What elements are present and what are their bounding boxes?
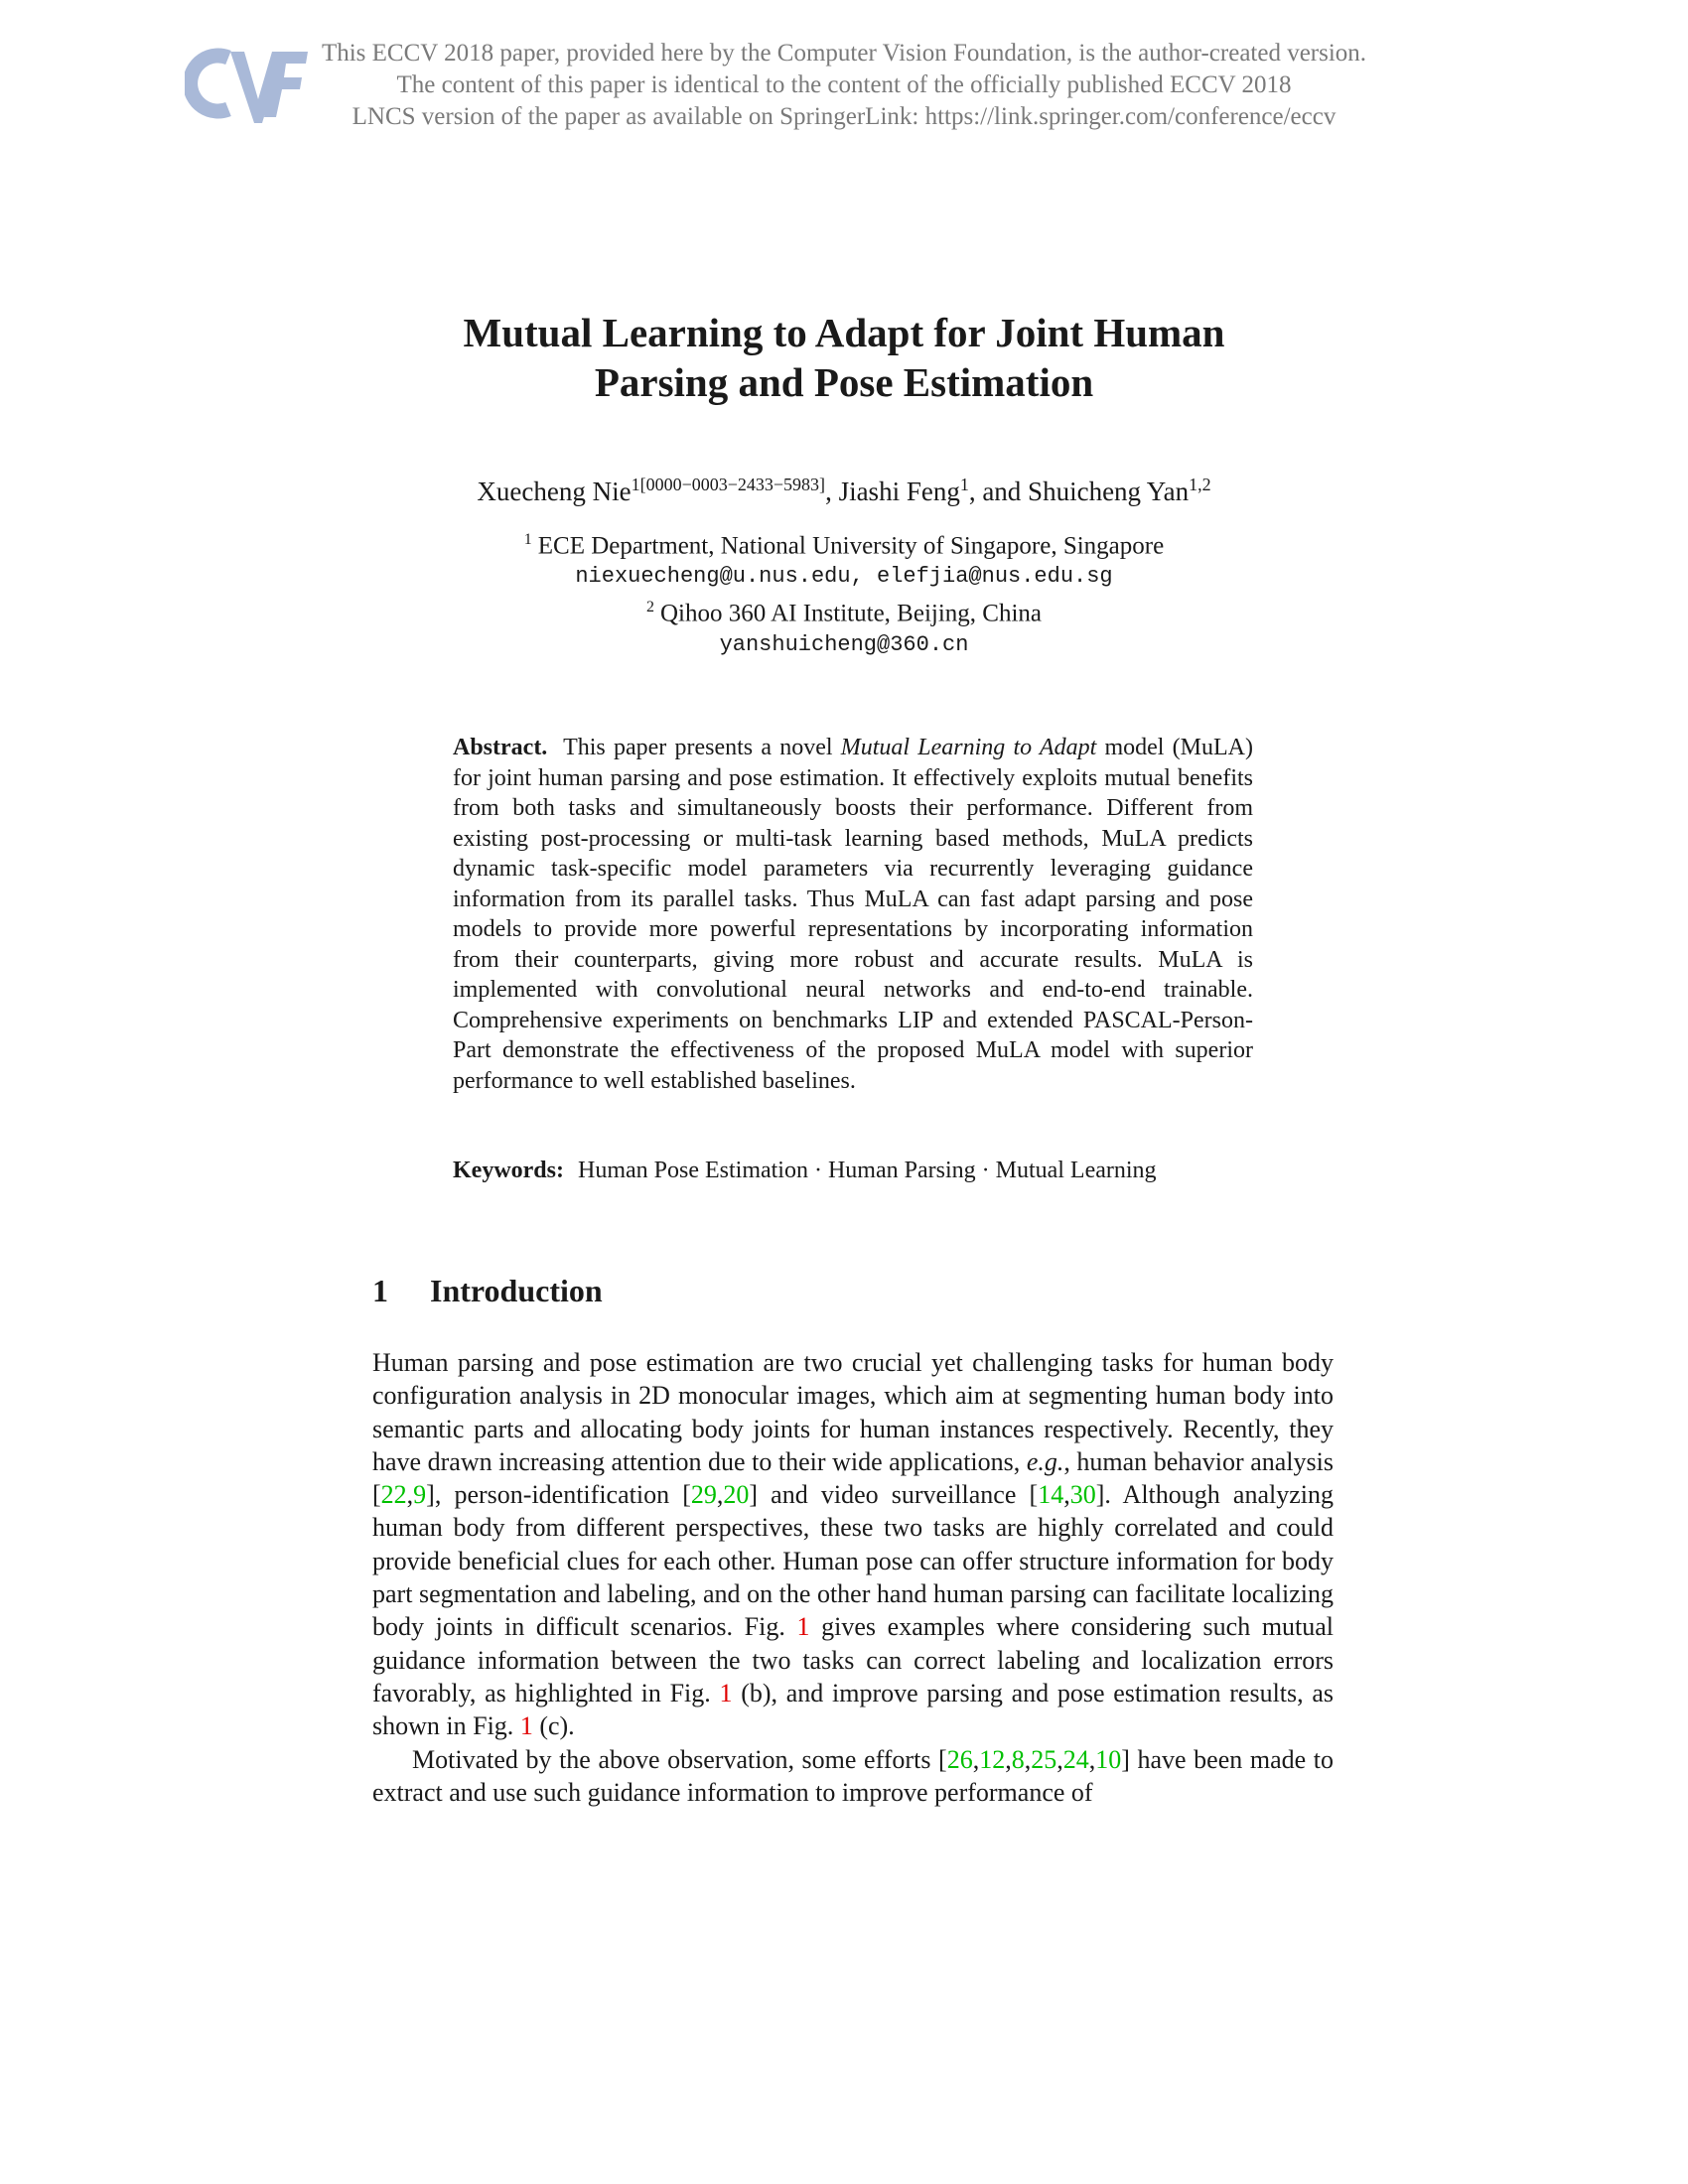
citation-link[interactable]: 14 xyxy=(1038,1480,1064,1510)
affil-number: 2 xyxy=(645,599,654,616)
intro-text: , human behavior analysis [ xyxy=(372,1446,1334,1510)
title-line-1: Mutual Learning to Adapt for Joint Human xyxy=(463,310,1225,355)
affiliations xyxy=(298,524,1390,660)
abstract-text: model (MuLA) for joint human parsing and pose estimation. It effectively exploits mutual benefits from both tasks and simultaneously boosts their performance. Different from existing post-processing or multi-task learning based methods, MuLA predicts dynamic task-specific model parameters via recurrently leveraging guidance information from its parallel tasks. Thus MuLA can fast adapt parsing and pose models to provide more powerful representations by incorporating information from their counterparts, giving more robust and accurate results. MuLA is implemented with convolutional neural networks and end-to-end trainable. Comprehensive experiments on benchmarks LIP and extended PASCAL-Person-Part demonstrate the effectiveness of the proposed MuLA model with superior performance to well established baselines. xyxy=(453,735,1253,1094)
citation-link[interactable]: 8 xyxy=(1011,1744,1025,1774)
intro-text: (b), and improve parsing and pose estimation results, as shown in Fig. xyxy=(372,1678,1335,1741)
affil-name: ECE Department, National University of Singapore, Singapore xyxy=(537,532,1165,560)
intro-text: ], person-identification [ xyxy=(426,1480,691,1510)
affiliation-1 xyxy=(298,524,1390,561)
citation-link[interactable]: 30 xyxy=(1069,1480,1096,1510)
intro-paragraph-2: Motivated by the above observation, some efforts [26,12,8,25,24,10] have been made to extract and use such guidance information to improve performance of xyxy=(372,1744,1334,1807)
cvf-notice xyxy=(0,38,1688,133)
citation-link[interactable]: 26 xyxy=(946,1744,973,1774)
keywords-text: Human Pose Estimation · Human Parsing · Mutual Learning xyxy=(577,1158,1157,1183)
citation-link[interactable]: 22 xyxy=(380,1480,407,1510)
author-name: , Jiashi Feng xyxy=(825,477,960,506)
intro-text: ] have been made to extract and use such guidance information to improve performance of xyxy=(372,1744,1334,1807)
affil-name: Qihoo 360 AI Institute, Beijing, China xyxy=(659,600,1042,627)
citation-link[interactable]: 12 xyxy=(979,1744,1006,1774)
author-orcid: 1[0000−0003−2433−5983] xyxy=(631,475,826,494)
citation-link[interactable]: 29 xyxy=(690,1480,717,1510)
affil-email[interactable]: yanshuicheng@360.cn xyxy=(719,631,969,657)
intro-text: (c). xyxy=(539,1711,575,1741)
citation-link[interactable]: 25 xyxy=(1031,1744,1057,1774)
author-list xyxy=(298,465,1390,511)
intro-text: ]. Although analyzing human body from different perspectives, these two tasks are highly correlated and could provide beneficial clues for each other. Human pose can offer structure information for body part segmentation and labeling, and on the other hand human parsing can facilitate localizing body joints in difficult scenarios. Fig. xyxy=(372,1480,1334,1642)
abstract-emphasis: Mutual Learning to Adapt xyxy=(840,735,1097,760)
citation-link[interactable]: 20 xyxy=(723,1480,750,1510)
author-name: , and Shuicheng Yan xyxy=(968,477,1190,506)
author-name: Xuecheng Nie xyxy=(477,477,632,506)
author-affil-mark: 1 xyxy=(959,475,969,494)
keywords xyxy=(453,1156,1253,1186)
intro-emphasis: e.g. xyxy=(1026,1446,1064,1476)
intro-body xyxy=(372,1346,1334,1809)
paper-title xyxy=(357,308,1331,407)
section-number: 1 xyxy=(372,1273,388,1308)
affil-number: 1 xyxy=(523,531,532,548)
intro-text: gives examples where considering such mutual guidance information between the two tasks can correct labeling and localization errors favorably, as highlighted in Fig. xyxy=(372,1612,1335,1707)
citation-link[interactable]: 24 xyxy=(1062,1744,1089,1774)
author-affil-mark: 1,2 xyxy=(1189,475,1211,494)
affil-email[interactable]: niexuecheng@u.nus.edu, elefjia@nus.edu.sg xyxy=(575,564,1113,590)
figure-link[interactable]: 1 xyxy=(796,1612,810,1642)
section-title: Introduction xyxy=(430,1273,603,1308)
intro-text: ] and video surveillance [ xyxy=(749,1480,1039,1510)
figure-link[interactable]: 1 xyxy=(519,1711,533,1741)
keywords-label: Keywords: xyxy=(453,1158,564,1183)
intro-text: Motivated by the above observation, some efforts [ xyxy=(412,1744,947,1774)
notice-line-1: This ECCV 2018 paper, provided here by the Computer Vision Foundation, is the author-created version. xyxy=(321,40,1367,67)
citation-link[interactable]: 10 xyxy=(1095,1744,1122,1774)
affiliation-2 xyxy=(298,592,1390,628)
intro-text: Human parsing and pose estimation are two crucial yet challenging tasks for human body configuration analysis in 2D monocular images, which aim at segmenting human body into semantic parts and allocating body joints for human instances respectively. Recently, they have drawn increasing attention due to their wide applications, xyxy=(372,1348,1334,1476)
section-heading xyxy=(372,1271,603,1310)
abstract-label: Abstract. xyxy=(453,735,548,760)
abstract-text: This paper presents a novel xyxy=(563,735,833,760)
notice-line-2: The content of this paper is identical to the content of the officially published ECCV 2018 xyxy=(396,71,1292,98)
figure-link[interactable]: 1 xyxy=(719,1678,733,1707)
intro-paragraph-1: Human parsing and pose estimation are two crucial yet challenging tasks for human body configuration analysis in 2D monocular images, which aim at segmenting human body into semantic parts and allocating body joints for human instances respectively. Recently, they have drawn increasing attention due to their wide applications, e.g., human behavior analysis [22,9], person-identification [29,20] and video surveillance [14,30]. Although analyzing human body from different perspectives, these two tasks are highly correlated and could provide beneficial clues for each other. Human pose can offer structure information for body part segmentation and labeling, and on the other hand human parsing can facilitate localizing body joints in difficult scenarios. Fig. 1 gives examples where considering such mutual guidance information between the two tasks can correct labeling and localization errors favorably, as highlighted in Fig. 1 (b), and improve parsing and pose estimation results, as shown in Fig. 1 (c). xyxy=(372,1348,1335,1741)
title-line-2: Parsing and Pose Estimation xyxy=(594,359,1094,405)
notice-line-3: LNCS version of the paper as available on SpringerLink: https://link.springer.com/conference/eccv xyxy=(352,103,1336,130)
citation-link[interactable]: 9 xyxy=(413,1480,427,1510)
abstract xyxy=(453,733,1253,1096)
